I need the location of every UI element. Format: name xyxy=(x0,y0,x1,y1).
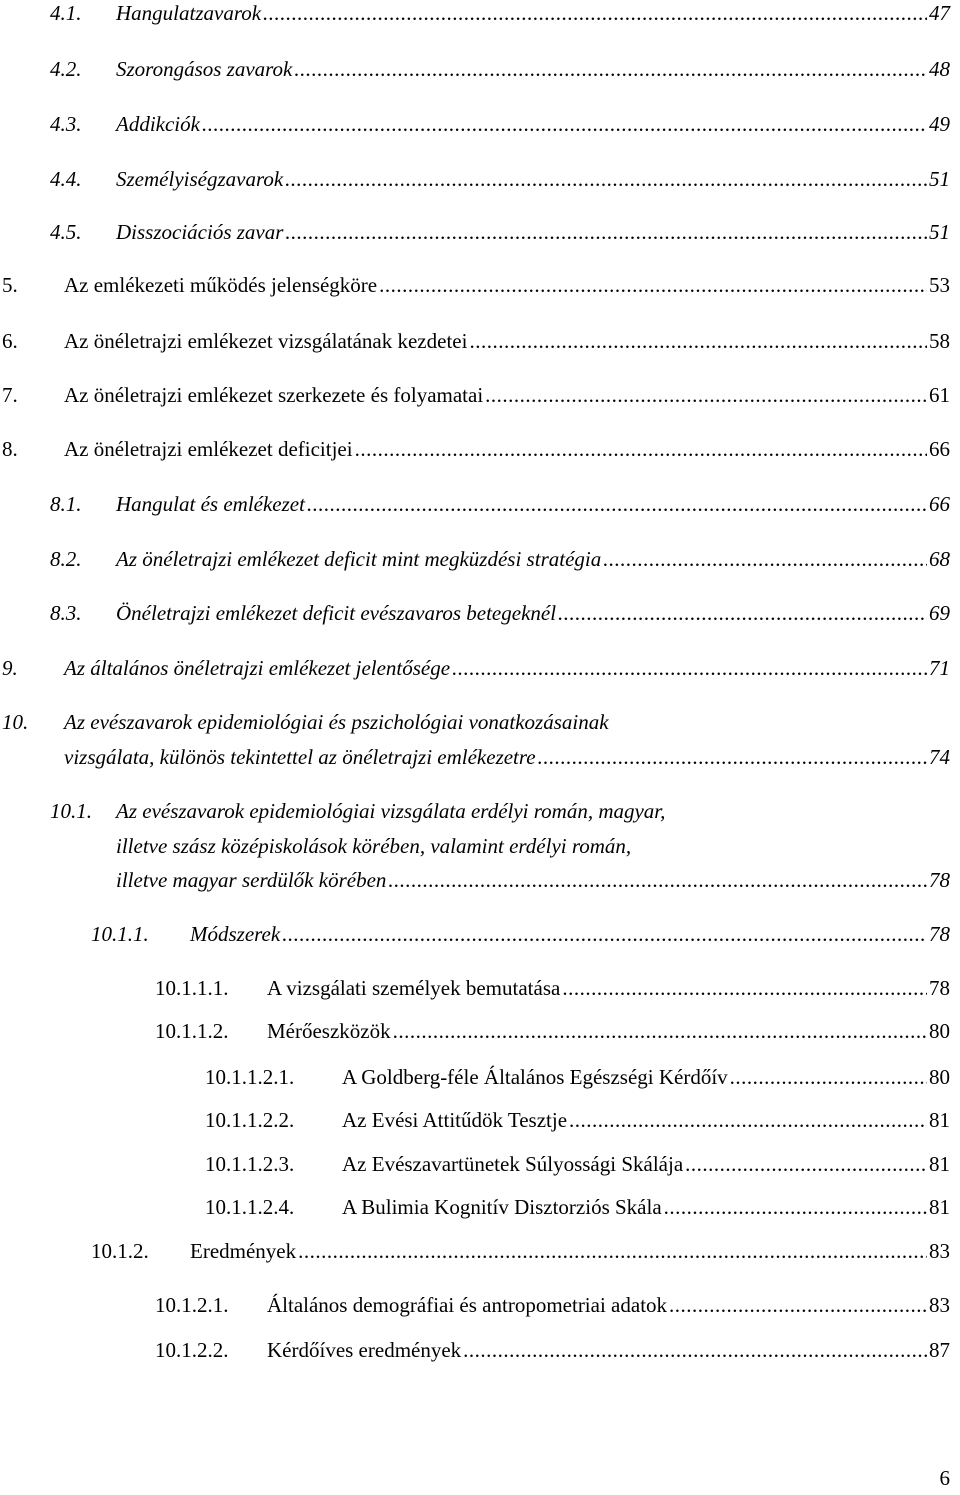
toc-page: 49 xyxy=(929,112,950,136)
toc-page: 51 xyxy=(929,220,950,244)
toc-page: 87 xyxy=(929,1338,950,1362)
toc-page: 69 xyxy=(929,601,950,625)
toc-number: 6. xyxy=(2,329,18,353)
toc-title: A Goldberg-féle Általános Egészségi Kérdőív xyxy=(342,1065,728,1089)
dot-leader xyxy=(669,1292,927,1318)
toc-number: 10.1.2.2. xyxy=(155,1338,229,1362)
toc-title: Az önéletrajzi emlékezet vizsgálatának kezdetei xyxy=(64,329,468,353)
toc-number: 8.2. xyxy=(50,547,82,571)
dot-leader xyxy=(685,1151,927,1177)
toc-page: 80 xyxy=(929,1065,950,1089)
toc-title-line: illetve szász középiskolások körében, valamint erdélyi román, xyxy=(116,834,632,858)
dot-leader xyxy=(379,272,927,298)
toc-title: vizsgálata, különös tekintettel az önéletrajzi emlékezetre xyxy=(64,745,536,769)
toc-number: 4.5. xyxy=(50,220,82,244)
toc-number: 10.1.1.2. xyxy=(155,1019,229,1043)
toc-number: 10.1.1.2.2. xyxy=(205,1108,295,1132)
toc-page: 53 xyxy=(929,273,950,297)
toc-page: 71 xyxy=(929,656,950,680)
dot-leader xyxy=(730,1064,927,1090)
dot-leader xyxy=(569,1107,927,1133)
toc-page: 66 xyxy=(929,437,950,461)
page-number: 6 xyxy=(939,1466,950,1490)
toc-title: Az önéletrajzi emlékezet deficit mint megküzdési stratégia xyxy=(116,547,602,571)
toc-page: 81 xyxy=(929,1195,950,1219)
toc-page: 74 xyxy=(929,745,950,769)
dot-leader xyxy=(202,111,927,137)
toc-page: 78 xyxy=(929,976,950,1000)
dot-leader xyxy=(393,1018,927,1044)
toc-number: 10.1.2.1. xyxy=(155,1293,229,1317)
dot-leader xyxy=(263,0,927,26)
toc-number: 7. xyxy=(2,383,18,407)
dot-leader xyxy=(282,921,927,947)
toc-page: 68 xyxy=(929,547,950,571)
toc-title: Hangulatzavarok xyxy=(116,1,262,25)
toc-title: Addikciók xyxy=(116,112,200,136)
toc-title: Az önéletrajzi emlékezet szerkezete és folyamatai xyxy=(64,383,484,407)
toc-title: A Bulimia Kognitív Disztorziós Skála xyxy=(342,1195,662,1219)
toc-number: 4.4. xyxy=(50,167,82,191)
toc-page: 80 xyxy=(929,1019,950,1043)
toc-number: 10.1.1.2.1. xyxy=(205,1065,295,1089)
toc-page: 51 xyxy=(929,167,950,191)
toc-title-line: Az evészavarok epidemiológiai és pszichológiai vonatkozásainak xyxy=(64,710,609,734)
toc-number: 10.1. xyxy=(50,799,92,823)
dot-leader xyxy=(603,546,927,572)
dot-leader xyxy=(562,975,927,1001)
dot-leader xyxy=(452,655,927,681)
toc-page: 81 xyxy=(929,1152,950,1176)
dot-leader xyxy=(538,744,927,770)
toc-title: Kérdőíves eredmények xyxy=(267,1338,462,1362)
dot-leader xyxy=(298,1238,927,1264)
toc-number: 10.1.1.2.3. xyxy=(205,1152,295,1176)
toc-title: Általános demográfiai és antropometriai adatok xyxy=(267,1293,668,1317)
toc-number: 10.1.1.1. xyxy=(155,976,229,1000)
toc-title: Szorongásos zavarok xyxy=(116,57,293,81)
toc-page: 47 xyxy=(929,1,950,25)
dot-leader xyxy=(355,436,927,462)
toc-title: Az általános önéletrajzi emlékezet jelentősége xyxy=(64,656,451,680)
toc-number: 4.1. xyxy=(50,1,82,25)
toc-title: Az Evészavartünetek Súlyossági Skálája xyxy=(342,1152,684,1176)
dot-leader xyxy=(294,56,927,82)
toc-title-line: Az evészavarok epidemiológiai vizsgálata erdélyi román, magyar, xyxy=(116,799,666,823)
toc-title: Az önéletrajzi emlékezet deficitjei xyxy=(64,437,353,461)
dot-leader xyxy=(664,1194,927,1220)
toc-number: 10.1.1. xyxy=(91,922,149,946)
toc-title: A vizsgálati személyek bemutatása xyxy=(267,976,561,1000)
toc-page: 66 xyxy=(929,492,950,516)
toc-title: Az emlékezeti működés jelenségköre xyxy=(64,273,378,297)
dot-leader xyxy=(388,867,927,893)
dot-leader xyxy=(558,600,927,626)
toc-title: Az Evési Attitűdök Tesztje xyxy=(342,1108,568,1132)
toc-number: 8. xyxy=(2,437,18,461)
toc-title: Hangulat és emlékezet xyxy=(116,492,305,516)
toc-page: 78 xyxy=(929,868,950,892)
toc-page: 48 xyxy=(929,57,950,81)
toc-page: 83 xyxy=(929,1239,950,1263)
toc-title: Mérőeszközök xyxy=(267,1019,391,1043)
toc-title: illetve magyar serdülők körében xyxy=(116,868,387,892)
dot-leader xyxy=(285,166,927,192)
dot-leader xyxy=(307,491,927,517)
toc-title: Eredmények xyxy=(190,1239,297,1263)
toc-number: 8.3. xyxy=(50,601,82,625)
dot-leader xyxy=(285,219,927,245)
toc-number: 4.2. xyxy=(50,57,82,81)
toc-title: Önéletrajzi emlékezet deficit evészavaros betegeknél xyxy=(116,601,557,625)
toc-page: 61 xyxy=(929,383,950,407)
dot-leader xyxy=(463,1337,927,1363)
toc-number: 9. xyxy=(2,656,18,680)
dot-leader xyxy=(485,382,927,408)
dot-leader xyxy=(469,328,927,354)
toc-page: 83 xyxy=(929,1293,950,1317)
toc-page: 78 xyxy=(929,922,950,946)
toc-page: 58 xyxy=(929,329,950,353)
toc-number: 4.3. xyxy=(50,112,82,136)
toc-number: 8.1. xyxy=(50,492,82,516)
toc-number: 10. xyxy=(2,710,29,734)
toc-number: 10.1.1.2.4. xyxy=(205,1195,295,1219)
toc-number: 10.1.2. xyxy=(91,1239,149,1263)
toc-title: Személyiségzavarok xyxy=(116,167,284,191)
toc-title: Disszociációs zavar xyxy=(116,220,284,244)
toc-number: 5. xyxy=(2,273,18,297)
toc-title: Módszerek xyxy=(190,922,281,946)
toc-page: 81 xyxy=(929,1108,950,1132)
